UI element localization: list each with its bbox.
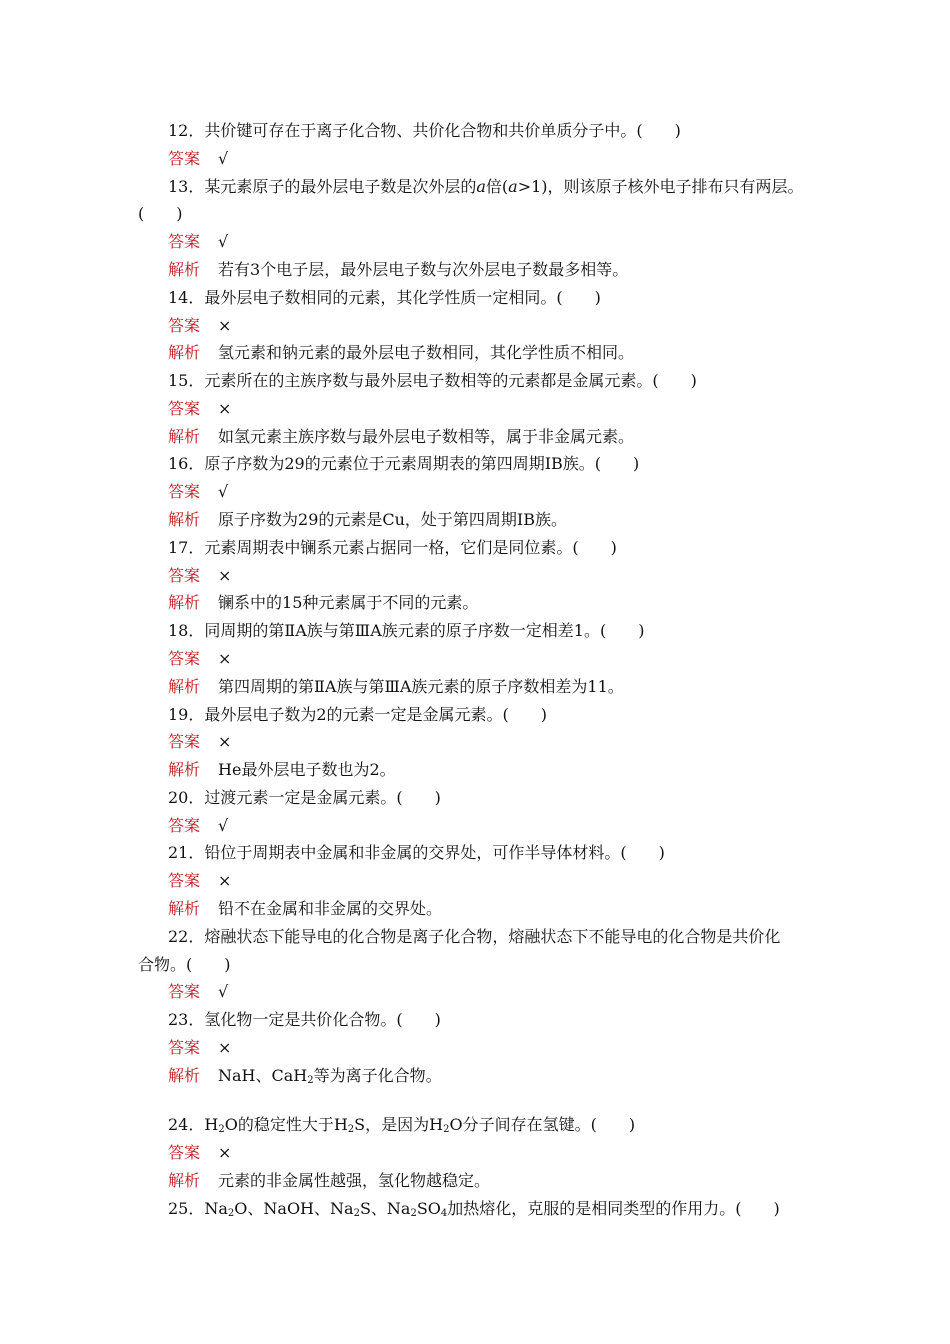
question-22-continued	[138, 951, 830, 979]
analysis-label: 解析	[168, 1171, 201, 1190]
analysis-13	[168, 256, 830, 284]
answer-label: 答案	[168, 816, 201, 835]
question-text: ( )	[138, 204, 183, 223]
answer-label: 答案	[168, 566, 201, 585]
answer-15	[168, 395, 830, 423]
answer-label: 答案	[168, 982, 201, 1001]
question-text: 19．最外层电子数为2的元素一定是金属元素。( )	[168, 705, 548, 724]
question-12	[168, 117, 830, 145]
analysis-21	[168, 895, 830, 923]
answer-mark: √	[218, 982, 229, 1001]
analysis-text: NaH、CaH	[218, 1066, 308, 1085]
question-16	[168, 450, 830, 478]
subscript: 2	[443, 1124, 450, 1135]
answer-24	[168, 1139, 830, 1167]
answer-12	[168, 145, 830, 173]
analysis-text: 如氢元素主族序数与最外层电子数相等，属于非金属元素。	[218, 427, 635, 446]
answer-17	[168, 562, 830, 590]
answer-mark: √	[218, 482, 229, 501]
answer-label: 答案	[168, 1038, 201, 1057]
question-22	[168, 923, 830, 951]
question-text: 合物。( )	[138, 955, 231, 974]
answer-mark: ×	[218, 732, 232, 751]
question-text: 12．共价键可存在于离子化合物、共价化合物和共价单质分子中。( )	[168, 121, 681, 140]
question-text: O的稳定性大于H	[224, 1115, 348, 1134]
analysis-text: 铅不在金属和非金属的交界处。	[218, 899, 443, 918]
analysis-label: 解析	[168, 343, 201, 362]
question-text: 21．铅位于周期表中金属和非金属的交界处，可作半导体材料。( )	[168, 843, 665, 862]
analysis-label: 解析	[168, 510, 201, 529]
analysis-label: 解析	[168, 899, 201, 918]
subscript: 2	[410, 1208, 417, 1219]
answer-label: 答案	[168, 399, 201, 418]
analysis-text: He最外层电子数也为2。	[218, 760, 396, 779]
answer-mark: ×	[218, 566, 232, 585]
answer-22	[168, 978, 830, 1006]
analysis-text: 氢元素和钠元素的最外层电子数相同，其化学性质不相同。	[218, 343, 635, 362]
answer-16	[168, 478, 830, 506]
analysis-text: 若有3个电子层，最外层电子数与次外层电子数最多相等。	[218, 260, 629, 279]
question-25	[168, 1195, 830, 1223]
analysis-16	[168, 506, 830, 534]
question-text: 18．同周期的第ⅡA族与第ⅢA族元素的原子序数一定相差1。( )	[168, 621, 645, 640]
question-23	[168, 1006, 830, 1034]
answer-mark: ×	[218, 1038, 232, 1057]
answer-label: 答案	[168, 232, 201, 251]
answer-18	[168, 645, 830, 673]
question-text: 倍(	[485, 177, 509, 196]
answer-mark: ×	[218, 649, 232, 668]
answer-mark: ×	[218, 1143, 232, 1162]
answer-mark: √	[218, 149, 229, 168]
question-14	[168, 284, 830, 312]
answer-label: 答案	[168, 871, 201, 890]
answer-label: 答案	[168, 732, 201, 751]
analysis-label: 解析	[168, 260, 201, 279]
question-13-continued	[138, 200, 830, 228]
answer-13	[168, 228, 830, 256]
variable-a: a	[476, 177, 486, 196]
question-text: O分子间存在氢键。( )	[449, 1115, 636, 1134]
analysis-19	[168, 756, 830, 784]
question-text: 17．元素周期表中镧系元素占据同一格，它们是同位素。( )	[168, 538, 617, 557]
analysis-18	[168, 673, 830, 701]
question-text: SO	[416, 1199, 441, 1218]
variable-a: a	[508, 177, 518, 196]
question-text: 25．Na	[168, 1199, 228, 1218]
analysis-label: 解析	[168, 1066, 201, 1085]
question-15	[168, 367, 830, 395]
analysis-label: 解析	[168, 593, 201, 612]
answer-23	[168, 1034, 830, 1062]
question-17	[168, 534, 830, 562]
answer-20	[168, 812, 830, 840]
answer-label: 答案	[168, 149, 201, 168]
question-24	[168, 1111, 830, 1139]
subscript: 2	[347, 1124, 355, 1135]
analysis-text: 原子序数为29的元素是Cu，处于第四周期ⅠB族。	[218, 510, 568, 529]
subscript: 2	[307, 1075, 314, 1086]
question-text: 22．熔融状态下能导电的化合物是离子化合物，熔融状态下不能导电的化合物是共价化	[168, 927, 781, 946]
answer-mark: √	[218, 232, 229, 251]
subscript: 2	[218, 1124, 225, 1135]
answer-label: 答案	[168, 316, 201, 335]
analysis-17	[168, 589, 830, 617]
answer-label: 答案	[168, 1143, 201, 1162]
answer-mark: ×	[218, 871, 232, 890]
answer-mark: ×	[218, 399, 232, 418]
answer-19	[168, 728, 830, 756]
question-19	[168, 701, 830, 729]
question-20	[168, 784, 830, 812]
analysis-23	[168, 1062, 830, 1090]
question-text: 16．原子序数为29的元素位于元素周期表的第四周期ⅠB族。( )	[168, 454, 640, 473]
analysis-text: 第四周期的第ⅡA族与第ⅢA族元素的原子序数相差为11。	[218, 677, 624, 696]
question-13	[168, 173, 830, 201]
question-text: 13．某元素原子的最外层电子数是次外层的	[168, 177, 477, 196]
analysis-text: 元素的非金属性越强，氢化物越稳定。	[218, 1171, 491, 1190]
question-text: O、NaOH、Na	[234, 1199, 354, 1218]
subscript: 2	[227, 1208, 235, 1219]
question-text: 24．H	[168, 1115, 219, 1134]
answer-14	[168, 312, 830, 340]
answer-21	[168, 867, 830, 895]
analysis-label: 解析	[168, 427, 201, 446]
question-text: 加热熔化，克服的是相同类型的作用力。( )	[447, 1199, 780, 1218]
subscript: 4	[440, 1208, 448, 1219]
analysis-text: 等为离子化合物。	[313, 1066, 442, 1085]
analysis-24	[168, 1167, 830, 1195]
question-text: 20．过渡元素一定是金属元素。( )	[168, 788, 441, 807]
analysis-label: 解析	[168, 760, 201, 779]
analysis-text: 镧系中的15种元素属于不同的元素。	[218, 593, 479, 612]
analysis-15	[168, 423, 830, 451]
analysis-label: 解析	[168, 677, 201, 696]
question-text: 15．元素所在的主族序数与最外层电子数相等的元素都是金属元素。( )	[168, 371, 697, 390]
answer-label: 答案	[168, 482, 201, 501]
answer-mark: ×	[218, 316, 232, 335]
answer-label: 答案	[168, 649, 201, 668]
question-text: 14．最外层电子数相同的元素，其化学性质一定相同。( )	[168, 288, 601, 307]
question-text: >1)，则该原子核外电子排布只有两层。	[517, 177, 804, 196]
question-18	[168, 617, 830, 645]
answer-mark: √	[218, 816, 229, 835]
analysis-14	[168, 339, 830, 367]
subscript: 2	[353, 1208, 360, 1219]
question-21	[168, 839, 830, 867]
question-text: S、Na	[359, 1199, 411, 1218]
question-text: S，是因为H	[354, 1115, 444, 1134]
question-text: 23．氢化物一定是共价化合物。( )	[168, 1010, 441, 1029]
